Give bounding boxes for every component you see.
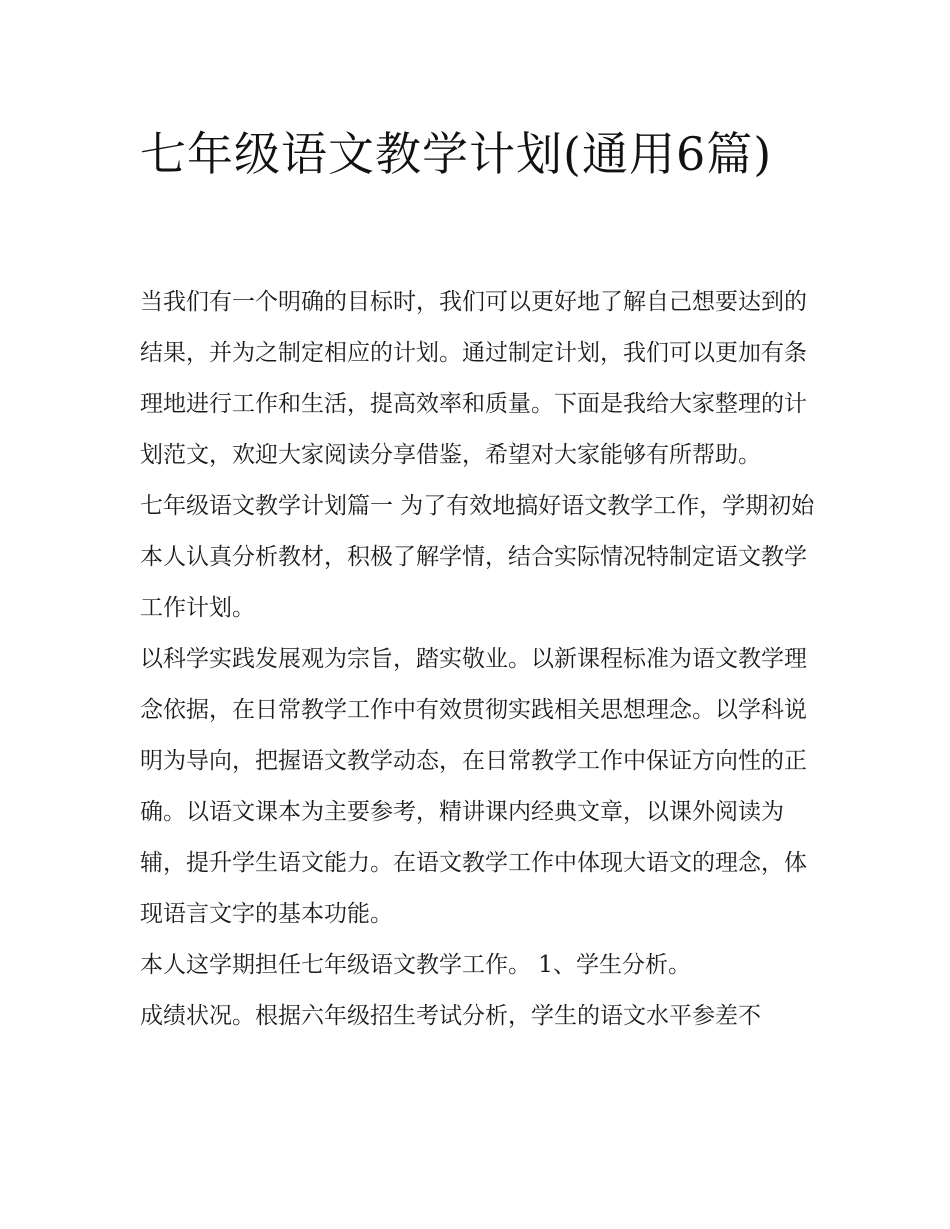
paragraph-guiding-ideas: 以科学实践发展观为宗旨，踏实敬业。以新课程标准为语文教学理念依据，在日常教学工作中有效贯彻实践相关思想理念。以学科说明为导向，把握语文教学动态，在日常教学工作中保证方向性的正确。以语文课本为主要参考，精讲课内经典文章，以课外阅读为辅，提升学生语文能力。在语文教学工作中体现大语文的理念，体现语言文字的基本功能。 — [140, 646, 807, 927]
paragraph-intro: 当我们有一个明确的目标时，我们可以更好地了解自己想要达到的结果，并为之制定相应的计划。通过制定计划，我们可以更加有条理地进行工作和生活，提高效率和质量。下面是我给大家整理的计划范文，欢迎大家阅读分享借鉴，希望对大家能够有所帮助。 — [140, 289, 807, 468]
paragraph-grade-status: 成绩状况。根据六年级招生考试分析，学生的语文水平参差不 — [140, 1003, 761, 1029]
document-title: 七年级语文教学计划(通用6篇) — [140, 127, 773, 181]
paragraph-plan-one: 七年级语文教学计划篇一 为了有效地搞好语文教学工作，学期初始本人认真分析教材，积极了解学情，结合实际情况特制定语文教学工作计划。 — [140, 493, 815, 621]
paragraph-student-analysis: 本人这学期担任七年级语文教学工作。 1、学生分析。 — [140, 952, 691, 978]
document-body — [140, 277, 820, 1042]
